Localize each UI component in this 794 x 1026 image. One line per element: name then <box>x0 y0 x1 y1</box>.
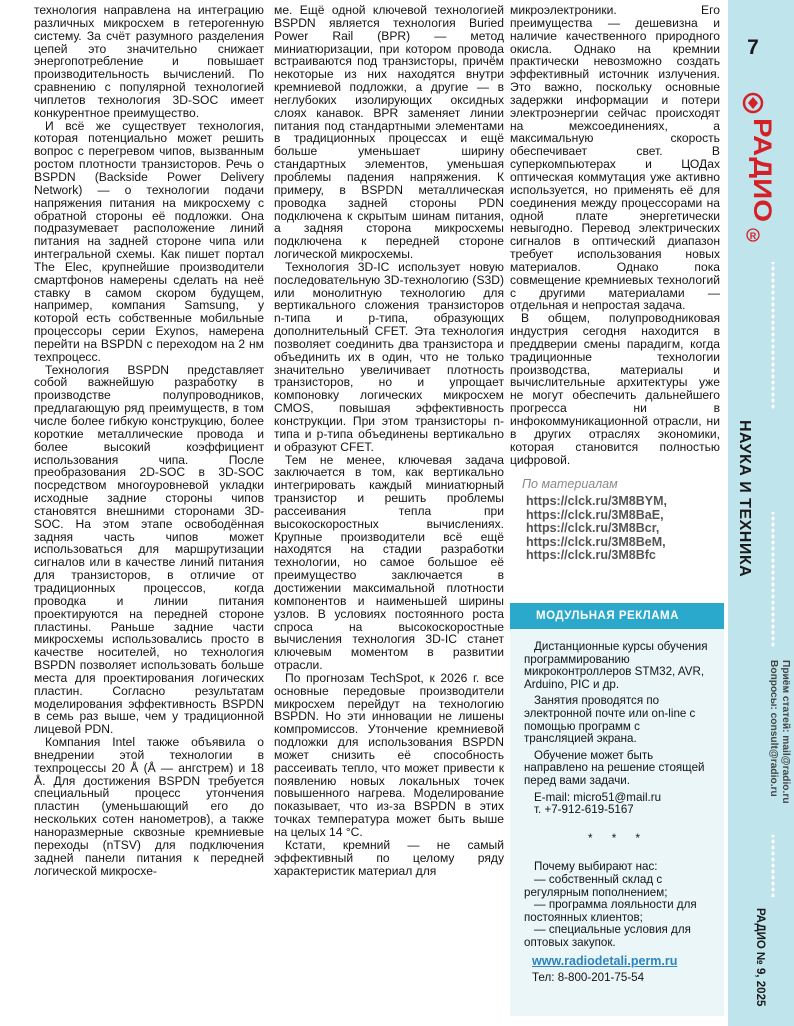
article-column-2 <box>274 4 504 877</box>
ad-email[interactable]: E-mail: micro51@mail.ru <box>534 790 662 804</box>
sources-label: По материалам <box>522 477 618 492</box>
ad-header: МОДУЛЬНАЯ РЕКЛАМА <box>510 603 724 629</box>
paragraph: Технология 3D-IC использует новую последовательную 3D-технологию (S3D) или монолитную технологию для вертикального сложения транзисторов n-типа и p-типа, образующих дополнительный CFET. Эта технология позволяет соединить два транзистора и объединить их в один, что не только значительно увеличивает плотность транзисторов, но и упрощает компоновку логических микросхем CMOS, повышая эффективность конструкции. При этом транзисторы n-типа и p-типа объединены вертикально и образуют CFET. <box>274 259 504 454</box>
sources-block <box>510 478 720 562</box>
ad-why: Почему выбирают нас: <box>534 860 658 874</box>
source-link[interactable]: https://clck.ru/3M8BaE, <box>526 507 664 522</box>
dotted-rule <box>769 512 777 647</box>
article-column-1 <box>34 4 264 877</box>
paragraph: Тем не менее, ключевая задача заключается в том, как вертикально интегрировать каждый миниатюрный транзистор и решить проблемы рассеивания тепла при высокоскоростных вычислениях. Крупные производители всё ещё находятся на стадии разработки технологии, но самое большое её преимущество заключается в достижении максимальной плотности компонентов и наименьшей ширины узлов. В условиях постоянного роста спроса на высокоскоростные вычисления технология 3D-IC станет ключевым моментом в развитии отрасли. <box>274 452 504 673</box>
radio-logo <box>730 92 776 252</box>
separator-stars: * * * <box>588 831 648 845</box>
source-link[interactable]: https://clck.ru/3M8BeM, <box>526 534 666 549</box>
ad-bullet: — собственный склад с регулярным пополнением; <box>524 872 668 899</box>
ad-website-link[interactable]: www.radiodetali.perm.ru <box>532 954 678 969</box>
article-column-3 <box>510 4 720 563</box>
contact-line: Вопросы: consult@radio.ru <box>768 660 780 797</box>
ad-phone: т. +7-912-619-5167 <box>534 803 634 817</box>
ad-paragraph: Дистанционные курсы обучения программированию микроконтроллеров STM32, AVR, Arduino, PIC и др. <box>524 640 708 691</box>
ad-bullet: — специальные условия для оптовых закупок. <box>524 923 691 949</box>
paragraph: По прогнозам TechSpot, к 2026 г. все основные передовые производители микросхем перейдут на технологию BSPDN. Но эти инновации не лишены компромиссов. Утончение кремниевой подложки для использования BSPDN может снизить её способность рассеивать тепло, что может привести к появлению новых локальных точек повышенного нагрева. Моделирование показывает, что из-за BSPDN в этих точках температура может быть выше на целых 14 °C. <box>274 670 504 839</box>
paragraph: Компания Intel также объявила о внедрении этой технологии в техпроцессы 20 Å (Å — ангстрем) и 18 Å. Для достижения BSPDN требуется специальный процесс утончения пластин (уменьшающий его до нескольких сотен нанометров), а также наноразмерные сквозные кремниевые переходы (nTSV) для подключения задней панели питания к передней логической микросхе- <box>34 735 264 878</box>
contact-info <box>768 660 791 804</box>
dotted-rule <box>769 835 777 897</box>
issue-label: РАДИО № 9, 2025 <box>754 908 766 1007</box>
module-ad-box <box>510 603 724 1016</box>
contact-line: Приём статей: mail@radio.ru <box>780 660 791 804</box>
paragraph: ме. Ещё одной ключевой технологией BSPDN является технология Buried Power Rail (BPR) — метод миниатюризации, при котором провода встраиваются под транзисторы, причём некоторые из них находятся внутри кремниевой подложки, а другие — в неглубоких изолирующих оксидных слоях канавок. BPR заменяет линии питания под стандартными элементами в традиционных процессах и ещё больше уменьшает ширину стандартных элементов, уменьшая проблемы падения напряжения. К примеру, в BSPDN металлическая проводка задней стороны PDN подключена к скрытым шинам питания, а задняя сторона микросхемы подключена к передней стороне логической микросхемы. <box>274 3 504 262</box>
page-sidebar <box>728 0 794 1026</box>
paragraph: В общем, полупроводниковая индустрия сегодня находится в преддверии смены парадигм, когда традиционные технологии производства, материалы и вычислительные архитектуры уже не могут обеспечить дальнейшего прогресса ни в инфокоммуникационной отрасли, ни в других отраслях экономики, которая становится полностью цифровой. <box>510 311 720 467</box>
section-rubric: НАУКА И ТЕХНИКА <box>736 420 753 578</box>
ad-tel: Тел: 8-800-201-75-54 <box>532 971 645 985</box>
page-number: 7 <box>747 36 759 59</box>
source-link[interactable]: https://clck.ru/3M8Bcr, <box>526 521 660 536</box>
paragraph: технология направлена на интеграцию различных микросхем в гетерогенную систему. За счёт разумного разделения цепей это значительно снижает энергопотребление и повышает производительность вычислений. По сравнению с популярной технологией чиплетов технология 3D-SOC имеет конкурентное преимущество. <box>34 3 264 120</box>
paragraph: Кстати, кремний — не самый эффективный по целому ряду характеристик материал для <box>274 837 504 878</box>
logo-text: РАДИО <box>748 118 776 207</box>
ad-content <box>510 629 724 985</box>
paragraph: И всё же существует технология, которая потенциально может решить вопрос с перегревом чипов, вызванным ростом плотности транзисторов. Речь о BSPDN (Backside Power Delivery Network) — о технологии подачи напряжения питания на микросхему с обратной стороны её подложки. Она подразумевает расположение линий питания на задней стороне чипа или интегральной схемы. Как пишет портал The Elec, крупнейшие производители смартфонов намерены сделать на неё ставку в самом скором будущем, например, компания Samsung, у которой есть собственные мобильные процессоры серии Exynos, намерена перейти на BSPDN с переходом на 2 нм техпроцесс. <box>34 118 264 364</box>
dotted-rule <box>769 262 777 412</box>
paragraph: Технология BSPDN представляет собой важнейшую разработку в производстве полупроводников, предлагающую ряд преимуществ, в том числе более гибкую конструкцию, более короткие металлические провода и более высокий коэффициент использования чипа. После преобразования 2D-SOC в 3D-SOC посредством многоуровневой укладки исходные задние стороны чипов становятся внешними сторонами 3D-SOC. На этом этапе освободённая задняя часть чипов может использоваться для маршрутизации сигналов или в качестве линий питания для транзисторов, в отличие от традиционных процессов, когда проводка и линии питания проектируются на передней стороне пластины. Раньше задние части микросхемы использовались просто в качестве носителей, но технология BSPDN позволяет использовать больше места для проектирования логических пластин. Согласно результатам моделирования эффективность BSPDN в семь раз выше, чем у традиционной лицевой PDN. <box>34 362 264 737</box>
ad-bullet: — программа лояльности для постоянных клиентов; <box>524 898 697 924</box>
source-link[interactable]: https://clck.ru/3M8Bfc <box>526 548 656 563</box>
ad-paragraph: Обучение может быть направлено на решение стоящей перед вами задачи. <box>524 748 705 787</box>
paragraph: микроэлектроники. Его преимущества — дешевизна и наличие качественного природного окисла. Однако на кремнии практически невозможно создать эффективный источник излучения. Это важно, поскольку основные задержки информации и потери электроэнергии сейчас происходят на межсоединениях, а максимальную скорость обеспечивает свет. В суперкомпьютерах и ЦОДах оптическая коммутация уже активно используется, но применять её для соединения между процессорами на одной плате энергетически невыгодно. Перевод электрических сигналов в оптический диапазон требует использования новых материалов. Однако пока совмещение кремниевых технологий с другими материалами — отдельная и непростая задача. <box>510 3 720 313</box>
ad-paragraph: Занятия проводятся по электронной почте или on-line с помощью программ с трансляцией экрана. <box>524 694 696 746</box>
svg-text:R: R <box>749 231 757 241</box>
source-link[interactable]: https://clck.ru/3M8BYM, <box>526 494 667 509</box>
